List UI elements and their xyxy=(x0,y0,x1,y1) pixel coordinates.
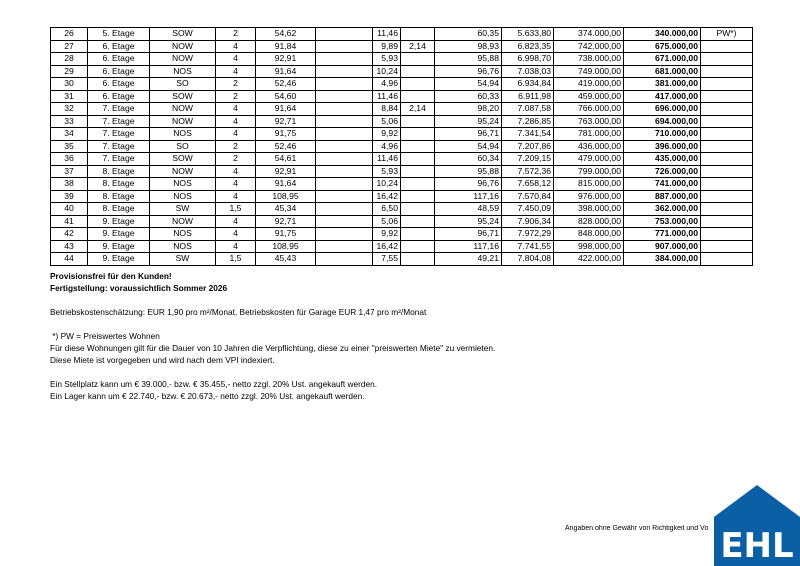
table-cell: 362.000,00 xyxy=(624,203,701,216)
table-cell: 16,42 xyxy=(373,240,401,253)
table-cell xyxy=(316,228,373,241)
table-cell: 781.000,00 xyxy=(554,128,624,141)
table-cell: 92,71 xyxy=(256,215,316,228)
table-body xyxy=(51,28,753,266)
table-cell: 54,61 xyxy=(256,153,316,166)
table-cell: 34 xyxy=(51,128,88,141)
table-cell: 9. Etage xyxy=(88,240,150,253)
table-cell: 117,16 xyxy=(435,240,502,253)
table-cell xyxy=(401,115,435,128)
table-cell: 9. Etage xyxy=(88,253,150,266)
table-cell: 848.000,00 xyxy=(554,228,624,241)
table-cell: 4 xyxy=(216,215,256,228)
table-cell: 95,88 xyxy=(435,53,502,66)
table-cell xyxy=(701,178,753,191)
table-cell: 8,84 xyxy=(373,103,401,116)
table-cell xyxy=(401,28,435,41)
table-cell xyxy=(401,53,435,66)
table-cell: 39 xyxy=(51,190,88,203)
table-cell: 9. Etage xyxy=(88,215,150,228)
table-cell: 7.286,85 xyxy=(502,115,554,128)
table-row xyxy=(51,228,753,241)
table-cell: 54,94 xyxy=(435,78,502,91)
table-cell: 7.207,86 xyxy=(502,140,554,153)
table-cell: 16,42 xyxy=(373,190,401,203)
table-row xyxy=(51,53,753,66)
table-cell: 26 xyxy=(51,28,88,41)
table-cell xyxy=(316,240,373,253)
table-cell: NOW xyxy=(150,40,216,53)
table-cell: 7.087,58 xyxy=(502,103,554,116)
table-cell: 4 xyxy=(216,178,256,191)
table-cell: 6.934,84 xyxy=(502,78,554,91)
table-cell: 675.000,00 xyxy=(624,40,701,53)
table-cell: 11,46 xyxy=(373,90,401,103)
table-cell xyxy=(316,153,373,166)
table-cell xyxy=(316,203,373,216)
table-cell: SO xyxy=(150,78,216,91)
table-cell: 2 xyxy=(216,78,256,91)
table-cell: 7.804,08 xyxy=(502,253,554,266)
table-cell: 7.450,09 xyxy=(502,203,554,216)
table-cell xyxy=(701,53,753,66)
table-cell: 4 xyxy=(216,65,256,78)
table-cell: 43 xyxy=(51,240,88,253)
table-cell: 7. Etage xyxy=(88,153,150,166)
table-cell: 98,93 xyxy=(435,40,502,53)
table-cell: 8. Etage xyxy=(88,190,150,203)
table-cell xyxy=(316,53,373,66)
table-cell: 7. Etage xyxy=(88,140,150,153)
table-cell xyxy=(701,115,753,128)
table-cell: 10,24 xyxy=(373,178,401,191)
table-cell: 7.572,36 xyxy=(502,165,554,178)
apartment-table xyxy=(50,27,753,266)
pw-definition: *) PW = Preiswertes Wohnen xyxy=(50,331,160,341)
table-cell: SW xyxy=(150,253,216,266)
table-cell: 91,75 xyxy=(256,228,316,241)
table-row xyxy=(51,215,753,228)
table-cell xyxy=(401,90,435,103)
table-cell: 4 xyxy=(216,103,256,116)
table-cell: 7.658,12 xyxy=(502,178,554,191)
table-cell: 976.000,00 xyxy=(554,190,624,203)
table-cell xyxy=(316,190,373,203)
table-cell xyxy=(401,215,435,228)
table-cell: 4 xyxy=(216,115,256,128)
table-cell: NOS xyxy=(150,65,216,78)
table-cell: 108,95 xyxy=(256,240,316,253)
table-cell: 419.000,00 xyxy=(554,78,624,91)
table-cell: 44 xyxy=(51,253,88,266)
table-cell: 30 xyxy=(51,78,88,91)
table-cell: 91,64 xyxy=(256,65,316,78)
table-cell xyxy=(316,215,373,228)
table-cell: 42 xyxy=(51,228,88,241)
table-cell: 4 xyxy=(216,165,256,178)
table-cell: NOW xyxy=(150,165,216,178)
table-cell: NOS xyxy=(150,128,216,141)
table-cell: 6. Etage xyxy=(88,53,150,66)
table-cell xyxy=(701,40,753,53)
table-cell: 749.000,00 xyxy=(554,65,624,78)
table-cell: 27 xyxy=(51,40,88,53)
table-cell: 436.000,00 xyxy=(554,140,624,153)
table-cell xyxy=(316,178,373,191)
table-cell: 6.823,35 xyxy=(502,40,554,53)
table-cell: NOS xyxy=(150,190,216,203)
table-cell: 9,92 xyxy=(373,228,401,241)
table-cell: NOW xyxy=(150,215,216,228)
table-cell: 60,33 xyxy=(435,90,502,103)
table-cell xyxy=(701,65,753,78)
table-cell: 1,5 xyxy=(216,203,256,216)
table-cell: 36 xyxy=(51,153,88,166)
table-cell: 31 xyxy=(51,90,88,103)
table-cell: NOS xyxy=(150,240,216,253)
table-cell xyxy=(316,165,373,178)
table-cell xyxy=(701,90,753,103)
table-cell: 117,16 xyxy=(435,190,502,203)
table-cell: 396.000,00 xyxy=(624,140,701,153)
table-cell: 2 xyxy=(216,90,256,103)
table-cell xyxy=(316,65,373,78)
table-cell: SO xyxy=(150,140,216,153)
table-cell: 2 xyxy=(216,153,256,166)
table-cell: NOW xyxy=(150,115,216,128)
table-cell xyxy=(316,90,373,103)
table-cell: 459.000,00 xyxy=(554,90,624,103)
commission-note: Provisionsfrei für den Kunden! xyxy=(50,271,172,281)
table-cell xyxy=(316,128,373,141)
table-cell: 95,24 xyxy=(435,115,502,128)
table-cell: 340.000,00 xyxy=(624,28,701,41)
table-cell xyxy=(316,115,373,128)
table-cell xyxy=(401,140,435,153)
table-cell xyxy=(701,128,753,141)
table-cell xyxy=(316,253,373,266)
table-cell: 4 xyxy=(216,53,256,66)
table-cell: 4,96 xyxy=(373,78,401,91)
table-cell: 5. Etage xyxy=(88,28,150,41)
table-cell xyxy=(401,203,435,216)
table-cell: 9. Etage xyxy=(88,228,150,241)
table-cell: 2 xyxy=(216,140,256,153)
table-cell: 5,93 xyxy=(373,53,401,66)
table-cell: 91,64 xyxy=(256,103,316,116)
table-cell: 7.341,54 xyxy=(502,128,554,141)
table-cell: 95,88 xyxy=(435,165,502,178)
table-cell: 887.000,00 xyxy=(624,190,701,203)
table-cell: 7,55 xyxy=(373,253,401,266)
table-cell: 52,46 xyxy=(256,78,316,91)
table-cell xyxy=(701,240,753,253)
table-cell xyxy=(701,253,753,266)
table-cell: NOW xyxy=(150,53,216,66)
table-cell: 10,24 xyxy=(373,65,401,78)
table-row xyxy=(51,153,753,166)
table-row xyxy=(51,103,753,116)
table-cell xyxy=(701,190,753,203)
table-cell: 96,76 xyxy=(435,65,502,78)
table-cell: 7.741,55 xyxy=(502,240,554,253)
table-cell: 6. Etage xyxy=(88,65,150,78)
table-row xyxy=(51,65,753,78)
table-cell: 96,76 xyxy=(435,178,502,191)
table-cell xyxy=(401,165,435,178)
table-cell: 374.000,00 xyxy=(554,28,624,41)
operating-costs-note: Betriebskostenschätzung: EUR 1,90 pro m²/Monat, Betriebskosten für Garage EUR 1,47 pro m²/Monat xyxy=(50,307,427,317)
table-cell xyxy=(316,78,373,91)
table-cell: 5,06 xyxy=(373,115,401,128)
table-cell: 710.000,00 xyxy=(624,128,701,141)
table-row xyxy=(51,140,753,153)
table-cell: 4 xyxy=(216,40,256,53)
table-cell xyxy=(401,228,435,241)
table-cell: 45,34 xyxy=(256,203,316,216)
table-cell: 4,96 xyxy=(373,140,401,153)
table-cell: 7. Etage xyxy=(88,103,150,116)
table-cell: 9,89 xyxy=(373,40,401,53)
table-cell: 479.000,00 xyxy=(554,153,624,166)
table-cell xyxy=(401,190,435,203)
table-cell: 32 xyxy=(51,103,88,116)
table-cell: 6. Etage xyxy=(88,40,150,53)
table-row xyxy=(51,78,753,91)
table-cell: 91,64 xyxy=(256,178,316,191)
table-cell: 35 xyxy=(51,140,88,153)
table-cell: 5,93 xyxy=(373,165,401,178)
table-cell: 60,34 xyxy=(435,153,502,166)
table-cell xyxy=(701,103,753,116)
table-cell: SOW xyxy=(150,153,216,166)
table-row xyxy=(51,128,753,141)
table-cell: 8. Etage xyxy=(88,178,150,191)
table-cell: 384.000,00 xyxy=(624,253,701,266)
table-row xyxy=(51,115,753,128)
table-cell: 38 xyxy=(51,178,88,191)
table-cell: 694.000,00 xyxy=(624,115,701,128)
table-cell xyxy=(401,128,435,141)
table-cell xyxy=(316,140,373,153)
table-cell: 1,5 xyxy=(216,253,256,266)
table-row xyxy=(51,203,753,216)
table-cell xyxy=(401,240,435,253)
table-cell xyxy=(701,228,753,241)
table-cell: 28 xyxy=(51,53,88,66)
table-cell: PW*) xyxy=(701,28,753,41)
table-cell: 54,94 xyxy=(435,140,502,153)
table-cell xyxy=(701,153,753,166)
table-cell: 5,06 xyxy=(373,215,401,228)
table-cell: 738.000,00 xyxy=(554,53,624,66)
table-cell: 95,24 xyxy=(435,215,502,228)
table-cell: 417.000,00 xyxy=(624,90,701,103)
table-cell: 828.000,00 xyxy=(554,215,624,228)
table-cell: 5.633,80 xyxy=(502,28,554,41)
table-cell: 763.000,00 xyxy=(554,115,624,128)
table-cell: 52,46 xyxy=(256,140,316,153)
table-cell: 671.000,00 xyxy=(624,53,701,66)
table-row xyxy=(51,28,753,41)
table-cell xyxy=(401,253,435,266)
ehl-logo xyxy=(714,477,800,566)
table-cell: 7.570,84 xyxy=(502,190,554,203)
table-cell: 4 xyxy=(216,228,256,241)
table-cell: 96,71 xyxy=(435,128,502,141)
table-cell xyxy=(316,28,373,41)
table-cell: 2,14 xyxy=(401,103,435,116)
table-cell xyxy=(401,153,435,166)
table-cell: 54,62 xyxy=(256,28,316,41)
table-cell: 98,20 xyxy=(435,103,502,116)
table-cell: 40 xyxy=(51,203,88,216)
table-cell xyxy=(401,65,435,78)
table-cell: 741.000,00 xyxy=(624,178,701,191)
disclaimer-footer: Angaben ohne Gewähr von Richtigkeit und Vo xyxy=(565,525,709,532)
table-cell: 91,84 xyxy=(256,40,316,53)
logo-text: EHL xyxy=(720,526,794,566)
table-cell: 11,46 xyxy=(373,28,401,41)
table-cell: SOW xyxy=(150,28,216,41)
table-row xyxy=(51,240,753,253)
table-cell xyxy=(401,178,435,191)
table-cell xyxy=(701,215,753,228)
table-cell: 92,91 xyxy=(256,53,316,66)
parking-note: Ein Stellplatz kann um € 39.000,- bzw. € 35.455,- netto zzgl. 20% Ust. angekauft werden. xyxy=(50,379,377,389)
table-cell: 753.000,00 xyxy=(624,215,701,228)
table-cell: 7.906,34 xyxy=(502,215,554,228)
table-cell: 2,14 xyxy=(401,40,435,53)
table-cell: 435.000,00 xyxy=(624,153,701,166)
table-cell: 11,46 xyxy=(373,153,401,166)
table-cell xyxy=(401,78,435,91)
table-cell: 6,50 xyxy=(373,203,401,216)
table-cell: 998.000,00 xyxy=(554,240,624,253)
table-cell: 4 xyxy=(216,190,256,203)
table-cell: 771.000,00 xyxy=(624,228,701,241)
table-cell: 9,92 xyxy=(373,128,401,141)
table-row xyxy=(51,40,753,53)
table-cell: 696.000,00 xyxy=(624,103,701,116)
pw-obligation-note: Für diese Wohnungen gilt für die Dauer von 10 Jahren die Verpflichtung, diese zu einer "preiswerten Miete" zu vermieten. xyxy=(50,343,496,353)
table-cell: 4 xyxy=(216,240,256,253)
table-cell: 6.911,98 xyxy=(502,90,554,103)
table-cell: 49,21 xyxy=(435,253,502,266)
table-cell: 398.000,00 xyxy=(554,203,624,216)
table-cell: 41 xyxy=(51,215,88,228)
table-cell: 37 xyxy=(51,165,88,178)
table-cell: 815.000,00 xyxy=(554,178,624,191)
table-cell: 799.000,00 xyxy=(554,165,624,178)
table-cell: 6. Etage xyxy=(88,90,150,103)
table-cell: NOS xyxy=(150,178,216,191)
table-cell: 96,71 xyxy=(435,228,502,241)
table-cell: 8. Etage xyxy=(88,203,150,216)
table-cell: 2 xyxy=(216,28,256,41)
notes-section xyxy=(50,270,495,402)
table-cell xyxy=(701,165,753,178)
table-row xyxy=(51,90,753,103)
table-cell: 92,71 xyxy=(256,115,316,128)
table-cell: 6. Etage xyxy=(88,78,150,91)
table-row xyxy=(51,165,753,178)
table-cell: 6.998,70 xyxy=(502,53,554,66)
table-cell xyxy=(701,140,753,153)
table-cell: 7. Etage xyxy=(88,115,150,128)
table-cell: 8. Etage xyxy=(88,165,150,178)
table-cell xyxy=(316,103,373,116)
table-cell: SW xyxy=(150,203,216,216)
table-cell: 33 xyxy=(51,115,88,128)
table-cell: 7.209,15 xyxy=(502,153,554,166)
rent-index-note: Diese Miete ist vorgegeben und wird nach dem VPI indexiert. xyxy=(50,355,275,365)
table-cell: 29 xyxy=(51,65,88,78)
table-row xyxy=(51,178,753,191)
table-cell: 91,75 xyxy=(256,128,316,141)
table-cell: 422.000,00 xyxy=(554,253,624,266)
table-cell xyxy=(701,203,753,216)
table-row xyxy=(51,190,753,203)
table-cell: 7.038,03 xyxy=(502,65,554,78)
table-cell: 726.000,00 xyxy=(624,165,701,178)
table-cell: 681.000,00 xyxy=(624,65,701,78)
table-cell: 108,95 xyxy=(256,190,316,203)
table-cell: SOW xyxy=(150,90,216,103)
table-cell: 7. Etage xyxy=(88,128,150,141)
table-cell: 381.000,00 xyxy=(624,78,701,91)
table-cell: 7.972,29 xyxy=(502,228,554,241)
table-cell: 907.000,00 xyxy=(624,240,701,253)
storage-note: Ein Lager kann um € 22.740,- bzw. € 20.673,- netto zzgl. 20% Ust. angekauft werden. xyxy=(50,391,365,401)
table-cell: 48,59 xyxy=(435,203,502,216)
table-cell xyxy=(701,78,753,91)
completion-note: Fertigstellung: voraussichtlich Sommer 2026 xyxy=(50,283,228,293)
table-cell: 4 xyxy=(216,128,256,141)
table-cell: 92,91 xyxy=(256,165,316,178)
table-cell: 766.000,00 xyxy=(554,103,624,116)
table-row xyxy=(51,253,753,266)
table-cell: 742.000,00 xyxy=(554,40,624,53)
table-cell: 45,43 xyxy=(256,253,316,266)
table-cell: NOS xyxy=(150,228,216,241)
table-cell: 54,60 xyxy=(256,90,316,103)
table-cell: NOW xyxy=(150,103,216,116)
table-cell: 60,35 xyxy=(435,28,502,41)
table-cell xyxy=(316,40,373,53)
